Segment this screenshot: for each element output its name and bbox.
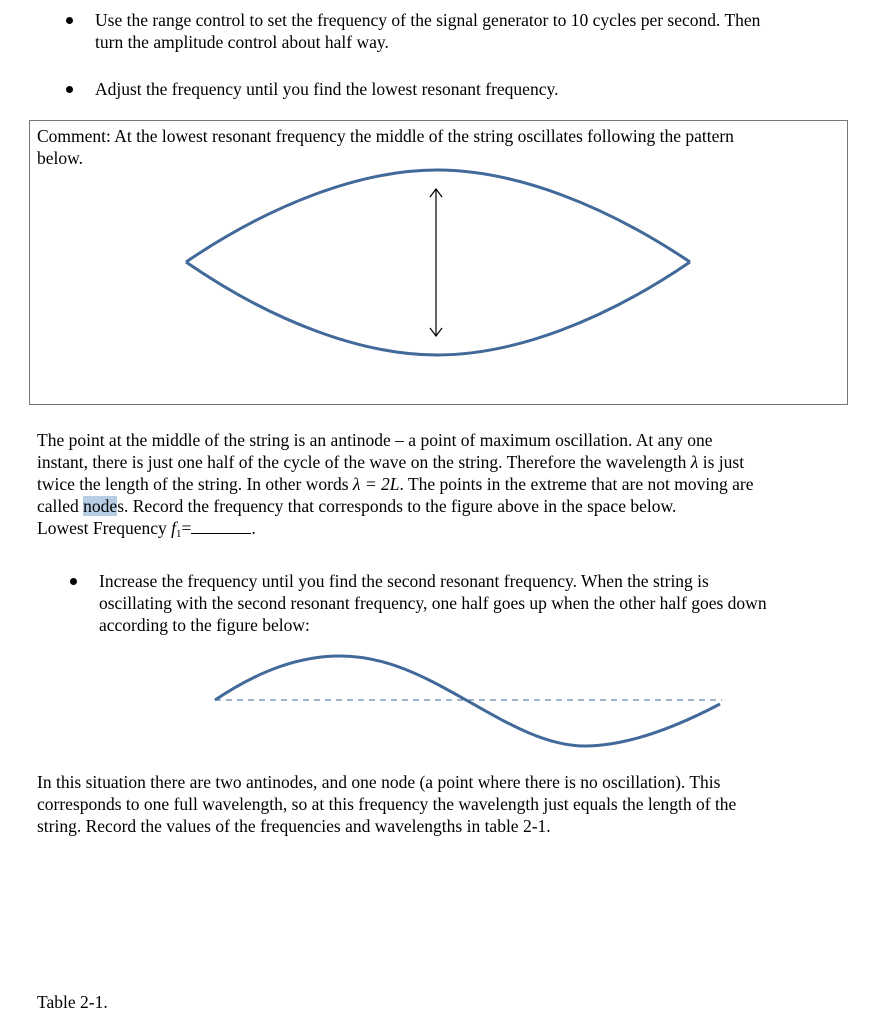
- text-line: In this situation there are two antinodes, and one node (a point where there is no oscillation). This: [37, 772, 721, 792]
- text-line: according to the figure below:: [99, 615, 310, 635]
- text-line: Adjust the frequency until you find the lowest resonant frequency.: [95, 79, 559, 99]
- text-line: Comment: At the lowest resonant frequency the middle of the string oscillates following the pattern: [37, 126, 734, 146]
- f-symbol: f: [171, 518, 177, 538]
- equals-sign: =: [181, 518, 192, 538]
- text-line: below.: [37, 148, 84, 168]
- wavelength-equation: λ = 2L: [352, 474, 400, 494]
- text-line: string. Record the values of the frequencies and wavelengths in table 2-1.: [37, 816, 551, 836]
- text-line: turn the amplitude control about half way.: [95, 32, 389, 52]
- text-line: The point at the middle of the string is an antinode – a point of maximum oscillation. At any one: [37, 430, 713, 450]
- situation-paragraph: [37, 771, 736, 837]
- lambda-symbol: λ: [690, 452, 699, 472]
- lowest-frequency-label: Lowest Frequency: [37, 518, 172, 538]
- second-resonance-paragraph: [99, 570, 767, 636]
- text-segment: s. Record the frequency that corresponds to the figure above in the space below.: [117, 496, 677, 516]
- text-segment: is just: [698, 452, 745, 472]
- string-lower-curve: [186, 262, 690, 355]
- text-line: oscillating with the second resonant frequency, one half goes up when the other half goes down: [99, 593, 767, 613]
- text-segment: called: [37, 496, 84, 516]
- text-line: [37, 451, 753, 473]
- text-segment: twice the length of the string. In other words: [37, 474, 353, 494]
- text-line: [37, 495, 753, 517]
- text-segment: . The points in the extreme that are not moving are: [399, 474, 754, 494]
- frequency-answer-blank[interactable]: [191, 519, 251, 534]
- bullet-dot: [70, 578, 77, 585]
- period: .: [251, 518, 256, 538]
- antinode-paragraph: [37, 429, 753, 539]
- text-line: Use the range control to set the frequency of the signal generator to 10 cycles per second. Then: [95, 10, 761, 30]
- highlighted-word: node: [83, 496, 118, 516]
- text-line: Increase the frequency until you find the second resonant frequency. When the string is: [99, 571, 709, 591]
- string-upper-curve: [186, 170, 690, 262]
- second-mode-figure: [0, 640, 892, 760]
- f-subscript: 1: [176, 528, 182, 540]
- text-line: [37, 473, 753, 495]
- string-wave-curve: [215, 656, 720, 746]
- amplitude-arrow: [430, 189, 442, 336]
- text-line: corresponds to one full wavelength, so at this frequency the wavelength just equals the length of the: [37, 794, 737, 814]
- text-segment: instant, there is just one half of the cycle of the wave on the string. Therefore the wavelength: [37, 452, 691, 472]
- fundamental-mode-figure: [0, 0, 892, 420]
- table-caption: Table 2-1.: [37, 992, 108, 1012]
- lowest-frequency-line: [37, 517, 753, 539]
